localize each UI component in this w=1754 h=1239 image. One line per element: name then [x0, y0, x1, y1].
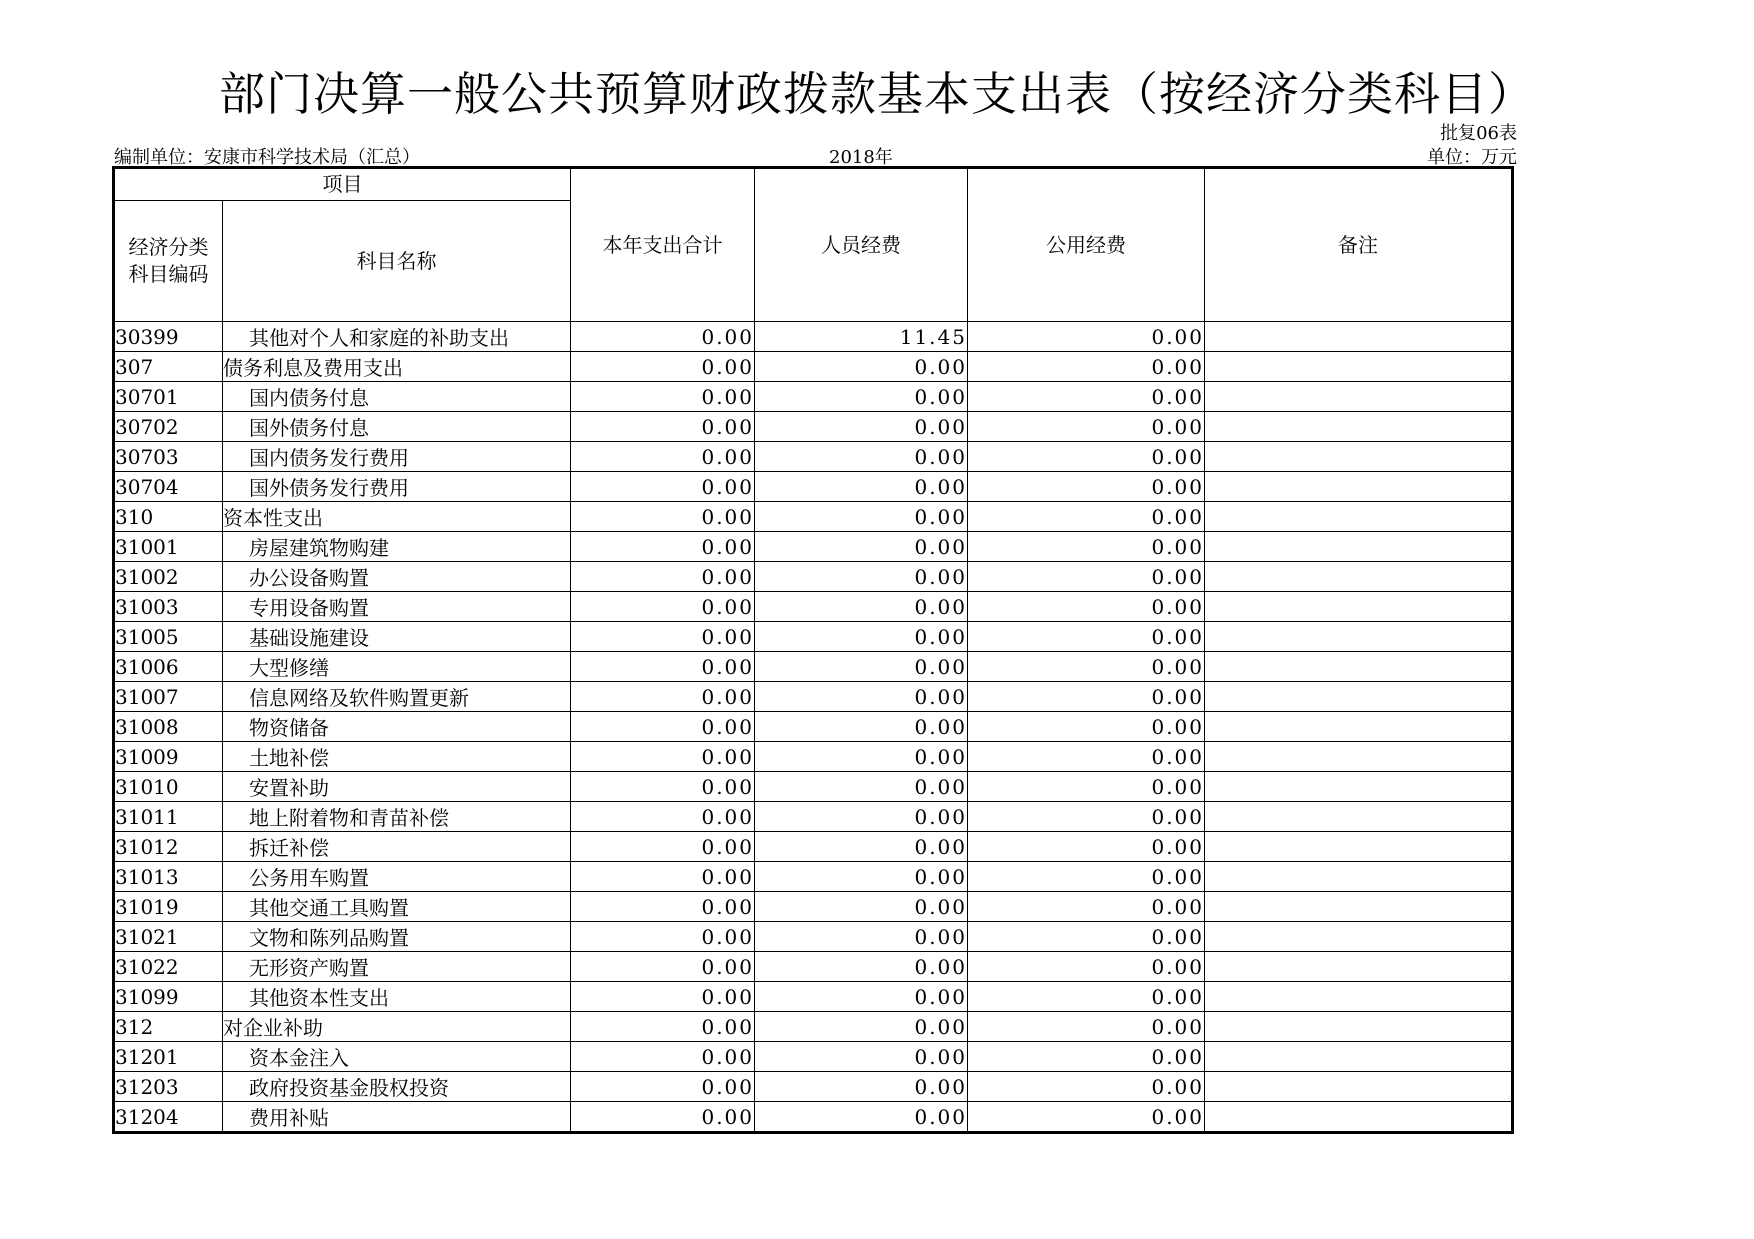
row-remark: [1205, 532, 1513, 562]
row-code: 30703: [114, 442, 223, 472]
row-name: 国内债务付息: [223, 382, 571, 412]
row-total: 0.00: [571, 1072, 755, 1102]
row-name: 费用补贴: [223, 1102, 571, 1133]
row-personnel: 0.00: [755, 472, 968, 502]
row-code: 31003: [114, 592, 223, 622]
row-public: 0.00: [968, 952, 1205, 982]
row-public: 0.00: [968, 862, 1205, 892]
row-total: 0.00: [571, 772, 755, 802]
row-code: 307: [114, 352, 223, 382]
row-total: 0.00: [571, 682, 755, 712]
row-name: 国外债务付息: [223, 412, 571, 442]
expenditure-table: [112, 166, 1514, 1134]
row-public: 0.00: [968, 802, 1205, 832]
row-public: 0.00: [968, 382, 1205, 412]
row-code: 31001: [114, 532, 223, 562]
row-name: 信息网络及软件购置更新: [223, 682, 571, 712]
table-row: [114, 682, 1513, 712]
table-row: [114, 982, 1513, 1012]
row-personnel: 0.00: [755, 862, 968, 892]
row-remark: [1205, 982, 1513, 1012]
row-personnel: 0.00: [755, 442, 968, 472]
row-public: 0.00: [968, 352, 1205, 382]
table-row: [114, 532, 1513, 562]
row-code: 31099: [114, 982, 223, 1012]
table-row: [114, 382, 1513, 412]
table-body: [114, 322, 1513, 1133]
row-remark: [1205, 352, 1513, 382]
table-row: [114, 832, 1513, 862]
row-name: 专用设备购置: [223, 592, 571, 622]
table-row: [114, 862, 1513, 892]
row-total: 0.00: [571, 862, 755, 892]
currency-unit: 单位：万元: [1427, 147, 1517, 168]
row-personnel: 0.00: [755, 502, 968, 532]
table-row: [114, 322, 1513, 352]
row-remark: [1205, 622, 1513, 652]
table-row: [114, 922, 1513, 952]
row-total: 0.00: [571, 742, 755, 772]
row-public: 0.00: [968, 682, 1205, 712]
row-code: 30702: [114, 412, 223, 442]
row-remark: [1205, 1042, 1513, 1072]
row-public: 0.00: [968, 712, 1205, 742]
row-code: 31204: [114, 1102, 223, 1133]
row-personnel: 0.00: [755, 682, 968, 712]
row-public: 0.00: [968, 832, 1205, 862]
row-remark: [1205, 382, 1513, 412]
table-row: [114, 772, 1513, 802]
row-public: 0.00: [968, 562, 1205, 592]
row-name: 国内债务发行费用: [223, 442, 571, 472]
table-row: [114, 442, 1513, 472]
row-personnel: 11.45: [755, 322, 968, 352]
row-public: 0.00: [968, 772, 1205, 802]
row-total: 0.00: [571, 562, 755, 592]
row-total: 0.00: [571, 592, 755, 622]
row-remark: [1205, 1072, 1513, 1102]
row-code: 31008: [114, 712, 223, 742]
row-public: 0.00: [968, 592, 1205, 622]
row-total: 0.00: [571, 1102, 755, 1133]
row-code: 31012: [114, 832, 223, 862]
table-row: [114, 1102, 1513, 1133]
row-public: 0.00: [968, 442, 1205, 472]
table-row: [114, 592, 1513, 622]
row-code: 31006: [114, 652, 223, 682]
row-personnel: 0.00: [755, 1072, 968, 1102]
row-name: 办公设备购置: [223, 562, 571, 592]
row-personnel: 0.00: [755, 952, 968, 982]
row-code: 30704: [114, 472, 223, 502]
row-public: 0.00: [968, 532, 1205, 562]
row-remark: [1205, 1102, 1513, 1133]
row-name: 国外债务发行费用: [223, 472, 571, 502]
table-row: [114, 472, 1513, 502]
row-total: 0.00: [571, 1012, 755, 1042]
row-personnel: 0.00: [755, 382, 968, 412]
header-item: 项目: [114, 168, 571, 201]
row-personnel: 0.00: [755, 832, 968, 862]
row-personnel: 0.00: [755, 412, 968, 442]
row-code: 31021: [114, 922, 223, 952]
row-name: 物资储备: [223, 712, 571, 742]
table-row: [114, 352, 1513, 382]
table-row: [114, 892, 1513, 922]
row-code: 31019: [114, 892, 223, 922]
row-public: 0.00: [968, 502, 1205, 532]
row-public: 0.00: [968, 1072, 1205, 1102]
row-code: 31013: [114, 862, 223, 892]
row-name: 政府投资基金股权投资: [223, 1072, 571, 1102]
row-remark: [1205, 592, 1513, 622]
row-remark: [1205, 1012, 1513, 1042]
table-row: [114, 652, 1513, 682]
table-row: [114, 562, 1513, 592]
row-total: 0.00: [571, 652, 755, 682]
row-personnel: 0.00: [755, 652, 968, 682]
header-name: 科目名称: [223, 201, 571, 322]
row-personnel: 0.00: [755, 982, 968, 1012]
row-total: 0.00: [571, 382, 755, 412]
row-name: 大型修缮: [223, 652, 571, 682]
row-personnel: 0.00: [755, 622, 968, 652]
report-title: 部门决算一般公共预算财政拨款基本支出表（按经济分类科目）: [219, 67, 1535, 121]
row-remark: [1205, 502, 1513, 532]
row-remark: [1205, 802, 1513, 832]
row-personnel: 0.00: [755, 892, 968, 922]
row-total: 0.00: [571, 712, 755, 742]
header-public: 公用经费: [968, 168, 1205, 322]
row-remark: [1205, 562, 1513, 592]
row-remark: [1205, 922, 1513, 952]
row-total: 0.00: [571, 442, 755, 472]
row-remark: [1205, 712, 1513, 742]
row-personnel: 0.00: [755, 742, 968, 772]
row-code: 30399: [114, 322, 223, 352]
row-public: 0.00: [968, 982, 1205, 1012]
row-code: 30701: [114, 382, 223, 412]
row-public: 0.00: [968, 322, 1205, 352]
table-row: [114, 802, 1513, 832]
report-year: 2018年: [829, 147, 893, 168]
header-remark: 备注: [1205, 168, 1513, 322]
row-name: 土地补偿: [223, 742, 571, 772]
row-total: 0.00: [571, 922, 755, 952]
row-public: 0.00: [968, 1012, 1205, 1042]
row-public: 0.00: [968, 892, 1205, 922]
row-total: 0.00: [571, 982, 755, 1012]
row-personnel: 0.00: [755, 562, 968, 592]
row-total: 0.00: [571, 532, 755, 562]
row-personnel: 0.00: [755, 352, 968, 382]
row-total: 0.00: [571, 352, 755, 382]
row-remark: [1205, 742, 1513, 772]
row-code: 31005: [114, 622, 223, 652]
header-personnel: 人员经费: [755, 168, 968, 322]
compiling-unit: 编制单位：安康市科学技术局（汇总）: [114, 147, 420, 168]
row-personnel: 0.00: [755, 802, 968, 832]
table-row: [114, 1012, 1513, 1042]
row-personnel: 0.00: [755, 532, 968, 562]
row-total: 0.00: [571, 1042, 755, 1072]
row-name: 资本性支出: [223, 502, 571, 532]
row-total: 0.00: [571, 832, 755, 862]
row-name: 公务用车购置: [223, 862, 571, 892]
row-code: 312: [114, 1012, 223, 1042]
row-name: 资本金注入: [223, 1042, 571, 1072]
row-name: 对企业补助: [223, 1012, 571, 1042]
row-total: 0.00: [571, 952, 755, 982]
table-row: [114, 412, 1513, 442]
table-row: [114, 1042, 1513, 1072]
row-remark: [1205, 322, 1513, 352]
row-code: 31011: [114, 802, 223, 832]
row-personnel: 0.00: [755, 712, 968, 742]
row-total: 0.00: [571, 892, 755, 922]
row-total: 0.00: [571, 412, 755, 442]
table-row: [114, 502, 1513, 532]
row-remark: [1205, 472, 1513, 502]
row-name: 房屋建筑物购建: [223, 532, 571, 562]
row-public: 0.00: [968, 622, 1205, 652]
row-code: 31009: [114, 742, 223, 772]
row-remark: [1205, 412, 1513, 442]
table-row: [114, 742, 1513, 772]
row-code: 31007: [114, 682, 223, 712]
row-name: 拆迁补偿: [223, 832, 571, 862]
row-name: 无形资产购置: [223, 952, 571, 982]
row-remark: [1205, 832, 1513, 862]
row-public: 0.00: [968, 1042, 1205, 1072]
row-name: 其他对个人和家庭的补助支出: [223, 322, 571, 352]
row-remark: [1205, 892, 1513, 922]
row-public: 0.00: [968, 472, 1205, 502]
row-personnel: 0.00: [755, 772, 968, 802]
row-code: 31010: [114, 772, 223, 802]
row-name: 基础设施建设: [223, 622, 571, 652]
row-remark: [1205, 772, 1513, 802]
row-public: 0.00: [968, 742, 1205, 772]
header-code: 经济分类科目编码: [114, 201, 223, 322]
row-public: 0.00: [968, 412, 1205, 442]
table-row: [114, 1072, 1513, 1102]
row-code: 31002: [114, 562, 223, 592]
row-total: 0.00: [571, 502, 755, 532]
row-code: 31203: [114, 1072, 223, 1102]
row-remark: [1205, 682, 1513, 712]
row-public: 0.00: [968, 1102, 1205, 1133]
row-remark: [1205, 652, 1513, 682]
header-total: 本年支出合计: [571, 168, 755, 322]
table-row: [114, 952, 1513, 982]
row-total: 0.00: [571, 472, 755, 502]
row-personnel: 0.00: [755, 592, 968, 622]
row-name: 债务利息及费用支出: [223, 352, 571, 382]
table-row: [114, 712, 1513, 742]
row-public: 0.00: [968, 652, 1205, 682]
row-personnel: 0.00: [755, 1102, 968, 1133]
row-code: 31201: [114, 1042, 223, 1072]
row-name: 文物和陈列品购置: [223, 922, 571, 952]
row-name: 其他交通工具购置: [223, 892, 571, 922]
row-code: 31022: [114, 952, 223, 982]
row-personnel: 0.00: [755, 1042, 968, 1072]
row-public: 0.00: [968, 922, 1205, 952]
row-total: 0.00: [571, 622, 755, 652]
row-personnel: 0.00: [755, 922, 968, 952]
form-number: 批复06表: [1440, 123, 1517, 144]
table-row: [114, 622, 1513, 652]
row-total: 0.00: [571, 802, 755, 832]
row-name: 地上附着物和青苗补偿: [223, 802, 571, 832]
row-remark: [1205, 952, 1513, 982]
row-remark: [1205, 442, 1513, 472]
row-total: 0.00: [571, 322, 755, 352]
row-remark: [1205, 862, 1513, 892]
row-code: 310: [114, 502, 223, 532]
row-personnel: 0.00: [755, 1012, 968, 1042]
row-name: 安置补助: [223, 772, 571, 802]
row-name: 其他资本性支出: [223, 982, 571, 1012]
